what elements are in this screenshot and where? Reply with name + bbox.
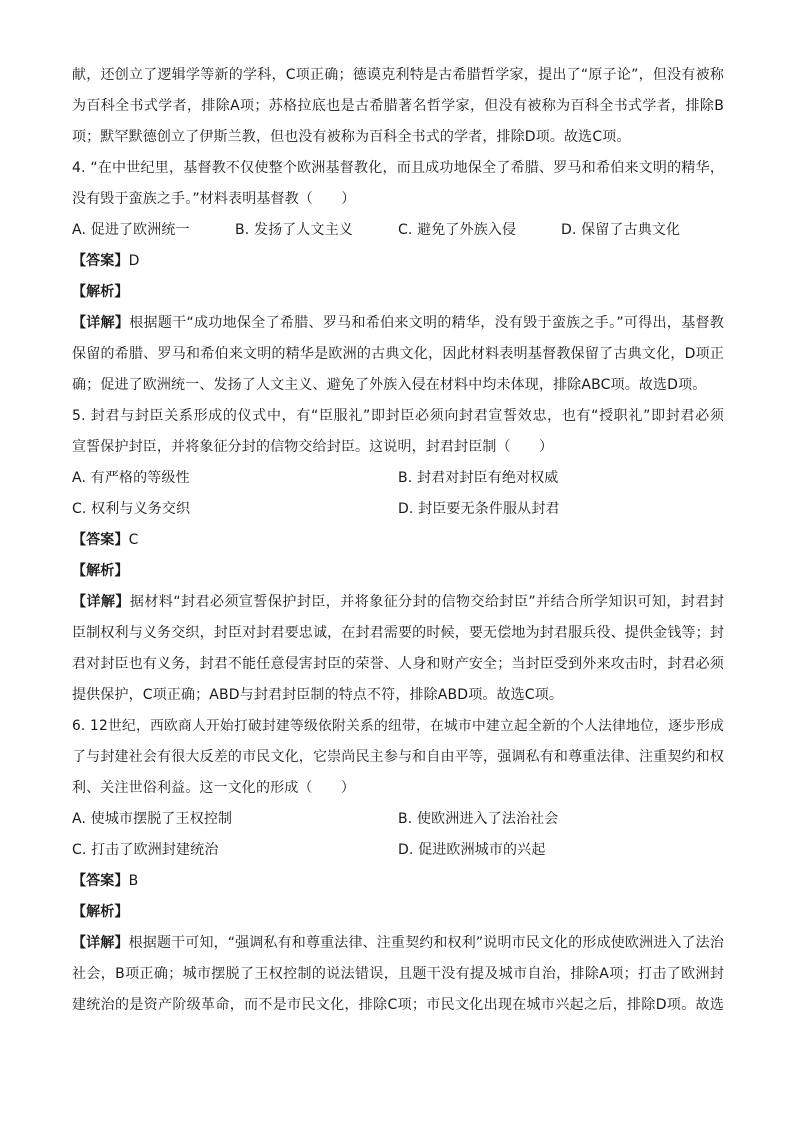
q4-detail-line-2: 保留的希腊、罗马和希伯来文明的精华是欧洲的古典文化，因此材料表明基督教保留了古典文化，D项正 [72,346,724,362]
q6-detail-line-1 [72,928,724,959]
q5-detail-line-4: 提供保护，C项正确；ABD与封君封臣制的特点不符，排除ABD项。故选C项。 [72,687,564,703]
q4-detail-line-3: 确；促进了欧洲统一、发扬了人文主义、避免了外族入侵在材料中均未体现，排除ABC项。故选D项。 [72,377,707,393]
q4-stem-line-1: 4. “在中世纪里，基督教不仅使整个欧洲基督教化，而且成功地保全了希腊、罗马和希伯来文明的精华， [72,160,724,176]
answer-label: 【答案】 [72,873,129,889]
q4-option-b[interactable]: B. 发扬了人文主义 [235,222,354,238]
q4-option-a[interactable]: A. 促进了欧洲统一 [72,222,190,238]
q5-options-row-2 [72,494,724,525]
q6-options-row-1 [72,804,724,835]
q5-option-c[interactable]: C. 权利与义务交织 [72,501,191,517]
answer-value: B [128,873,139,889]
q6-stem-line-2: 了与封建社会有很大反差的市民文化，它崇尚民主参与和自由平等，强调私有和尊重法律、注重契约和权 [72,749,724,765]
q5-stem-line-1: 5. 封君与封臣关系形成的仪式中，有“臣服礼”即封臣必须向封君宣誓效忠，也有“授职礼”即封君必须 [72,408,724,424]
q6-option-c[interactable]: C. 打击了欧洲封建统治 [72,842,219,858]
q4-analysis-label: 【解析】 [72,284,129,300]
q5-analysis-label: 【解析】 [72,563,129,579]
q4-option-c[interactable]: C. 避免了外族入侵 [398,222,517,238]
q6-answer [72,866,724,897]
q6-option-b[interactable]: B. 使欧洲进入了法治社会 [398,811,559,827]
q5-answer [72,525,724,556]
q4-detail-line-1 [72,308,724,339]
q6-option-a[interactable]: A. 使城市摆脱了王权控制 [72,811,233,827]
text-line: 项；默罕默德创立了伊斯兰教，但也没有被称为百科全书式的学者，排除D项。故选C项。 [72,129,631,145]
q5-detail-line-3: 君对封臣也有义务，封君不能任意侵害封臣的荣誉、人身和财产安全；当封臣受到外来攻击时，封君必须 [72,656,724,672]
q5-option-a[interactable]: A. 有严格的等级性 [72,470,190,486]
answer-value: D [128,253,140,269]
q6-stem-line-1: 6. 12世纪，西欧商人开始打破封建等级依附关系的纽带，在城市中建立起全新的个人法律地位，逐步形成 [72,718,724,734]
text-line: 献，还创立了逻辑学等新的学科，C项正确；德谟克利特是古希腊哲学家，提出了“原子论”，但没有被称 [72,67,724,83]
detail-text: 根据题干可知，“强调私有和尊重法律、注重契约和权利”说明市民文化的形成使欧洲进入了法治 [128,935,724,951]
q4-option-d[interactable]: D. 保留了古典文化 [561,222,681,238]
text-line: 为百科全书式学者，排除A项；苏格拉底也是古希腊著名哲学家，但没有被称为百科全书式学者，排除B [72,98,724,114]
detail-label: 【详解】 [72,935,129,951]
q6-detail-line-2: 社会，B项正确；城市摆脱了王权控制的说法错误，且题干没有提及城市自治，排除A项；打击了欧洲封 [72,966,724,982]
q5-option-d[interactable]: D. 封臣要无条件服从封君 [398,501,560,517]
q4-options [72,215,724,246]
q4-answer [72,246,724,277]
q6-stem-line-3: 利、关注世俗利益。这一文化的形成（ ） [72,780,355,796]
q6-options-row-2 [72,835,724,866]
q5-detail-line-1 [72,587,724,618]
detail-label: 【详解】 [72,315,130,331]
q6-option-d[interactable]: D. 促进欧洲城市的兴起 [398,842,546,858]
q5-stem-line-2: 宣誓保护封臣，并将象征分封的信物交给封臣。这说明，封君封臣制（ ） [72,439,554,455]
detail-label: 【详解】 [72,594,130,610]
document-page [72,60,724,1021]
answer-label: 【答案】 [72,253,129,269]
detail-text: 根据题干“成功地保全了希腊、罗马和希伯来文明的精华，没有毁于蛮族之手。”可得出，基督教 [129,315,724,331]
answer-label: 【答案】 [72,532,129,548]
q5-options-row-1 [72,463,724,494]
q6-analysis-label: 【解析】 [72,904,129,920]
detail-text: 据材料“封君必须宣誓保护封臣，并将象征分封的信物交给封臣”并结合所学知识可知，封君封 [129,594,724,610]
q5-option-b[interactable]: B. 封君对封臣有绝对权威 [398,470,559,486]
answer-value: C [128,532,139,548]
q5-detail-line-2: 臣制权利与义务交织，封臣对封君要忠诚，在封君需要的时候，要无偿地为封君服兵役、提供金钱等；封 [72,625,724,641]
q6-detail-line-3: 建统治的是资产阶级革命，而不是市民文化，排除C项；市民文化出现在城市兴起之后，排除D项。故选 [72,997,724,1013]
q4-stem-line-2: 没有毁于蛮族之手。”材料表明基督教（ ） [72,191,356,207]
